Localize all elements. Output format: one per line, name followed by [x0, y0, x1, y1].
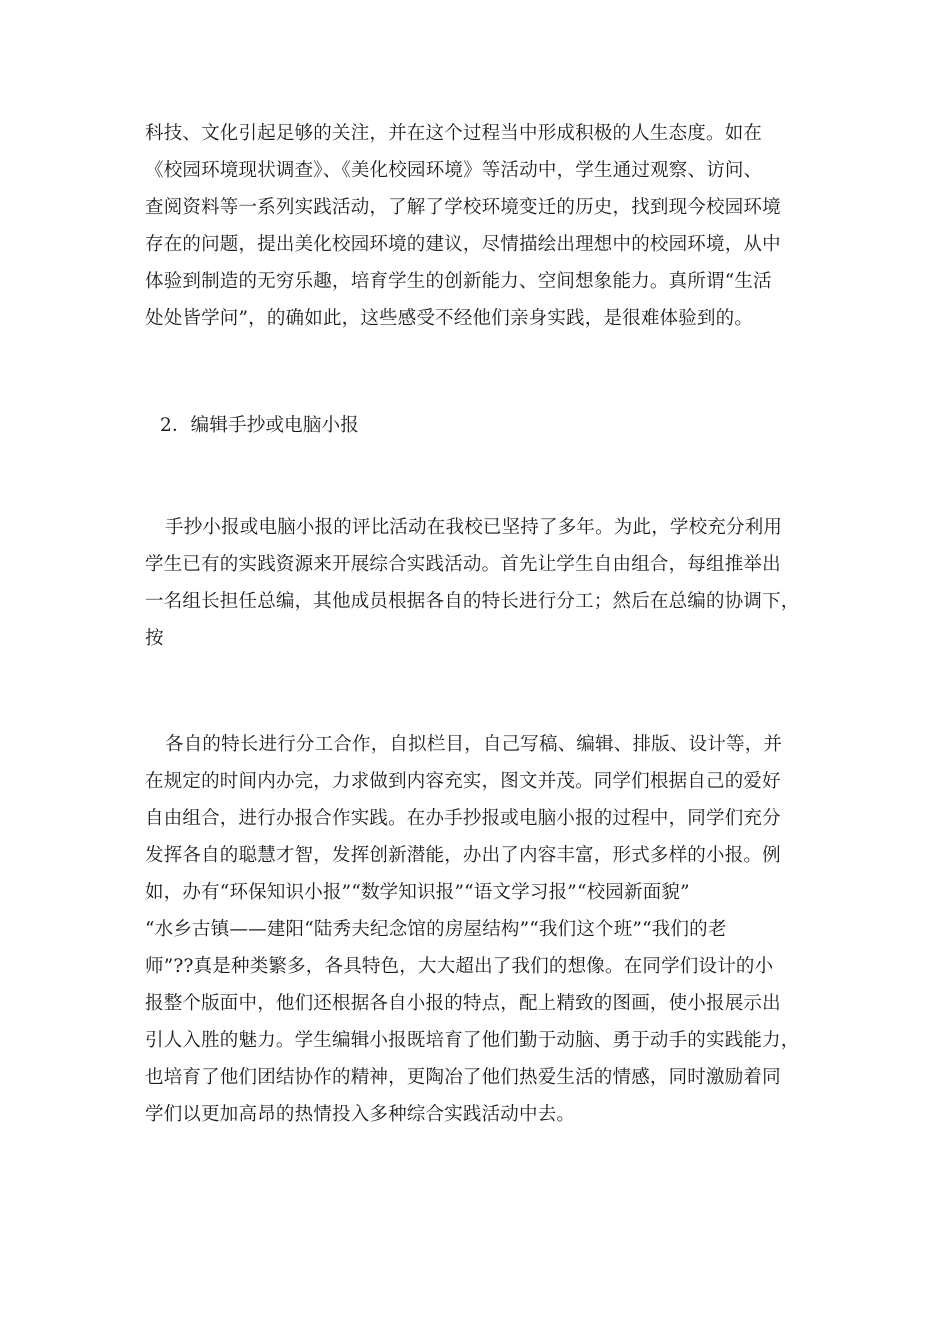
paragraph-3-line: 自由组合，进行办报合作实践。在办手抄报或电脑小报的过程中，同学们充分: [145, 808, 781, 829]
paragraph-3-line: 如，办有“环保知识小报”“数学知识报”“语文学习报”“校园新面貌”: [145, 882, 690, 903]
paragraph-1-line: 科技、文化引起足够的关注，并在这个过程当中形成积极的人生态度。如在: [145, 123, 763, 144]
paragraph-1-line: 体验到制造的无穷乐趣，培育学生的创新能力、空间想象能力。真所谓“生活: [145, 271, 772, 292]
paragraph-2-line: 按: [145, 628, 164, 649]
paragraph-3-line: 各自的特长进行分工合作，自拟栏目，自己写稿、编辑、排版、设计等，并: [165, 734, 783, 755]
paragraph-3-line: 报整个版面中，他们还根据各自小报的特点，配上精致的图画，使小报展示出: [145, 993, 781, 1014]
paragraph-2-line: 手抄小报或电脑小报的评比活动在我校已坚持了多年。为此，学校充分利用: [165, 517, 783, 538]
paragraph-3-line: 在规定的时间内办完，力求做到内容充实，图文并茂。同学们根据自己的爱好: [145, 771, 781, 792]
paragraph-3-line: 也培育了他们团结协作的精神，更陶冶了他们热爱生活的情感，同时激励着同: [145, 1067, 781, 1088]
paragraph-1-line: 查阅资料等一系列实践活动，了解了学校环境变迁的历史，找到现今校园环境: [145, 197, 781, 218]
paragraph-2-line: 一名组长担任总编，其他成员根据各自的特长进行分工；然后在总编的协调下，: [145, 591, 800, 612]
paragraph-3-line: 发挥各自的聪慧才智，发挥创新潜能，办出了内容丰富，形式多样的小报。例: [145, 845, 781, 866]
paragraph-3-line: 引人入胜的魅力。学生编辑小报既培育了他们勤于动脑、勇于动手的实践能力，: [145, 1030, 800, 1051]
paragraph-3-line: “水乡古镇——建阳“陆秀夫纪念馆的房屋结构”“我们这个班”“我们的老: [145, 919, 727, 940]
section-heading: 2．编辑手抄或电脑小报: [160, 415, 359, 436]
paragraph-1-line: 存在的问题，提出美化校园环境的建议，尽情描绘出理想中的校园环境，从中: [145, 234, 781, 255]
paragraph-1-line: 处处皆学问”，的确如此，这些感受不经他们亲身实践，是很难体验到的。: [145, 308, 754, 329]
paragraph-1-line: 《校园环境现状调查》、《美化校园环境》等活动中，学生通过观察、访问、: [145, 160, 763, 181]
paragraph-2-line: 学生已有的实践资源来开展综合实践活动。首先让学生自由组合，每组推举出: [145, 554, 781, 575]
paragraph-3-line: 学们以更加高昂的热情投入多种综合实践活动中去。: [145, 1104, 576, 1125]
paragraph-3-line: 师”??真是种类繁多，各具特色，大大超出了我们的想像。在同学们设计的小: [145, 956, 774, 977]
